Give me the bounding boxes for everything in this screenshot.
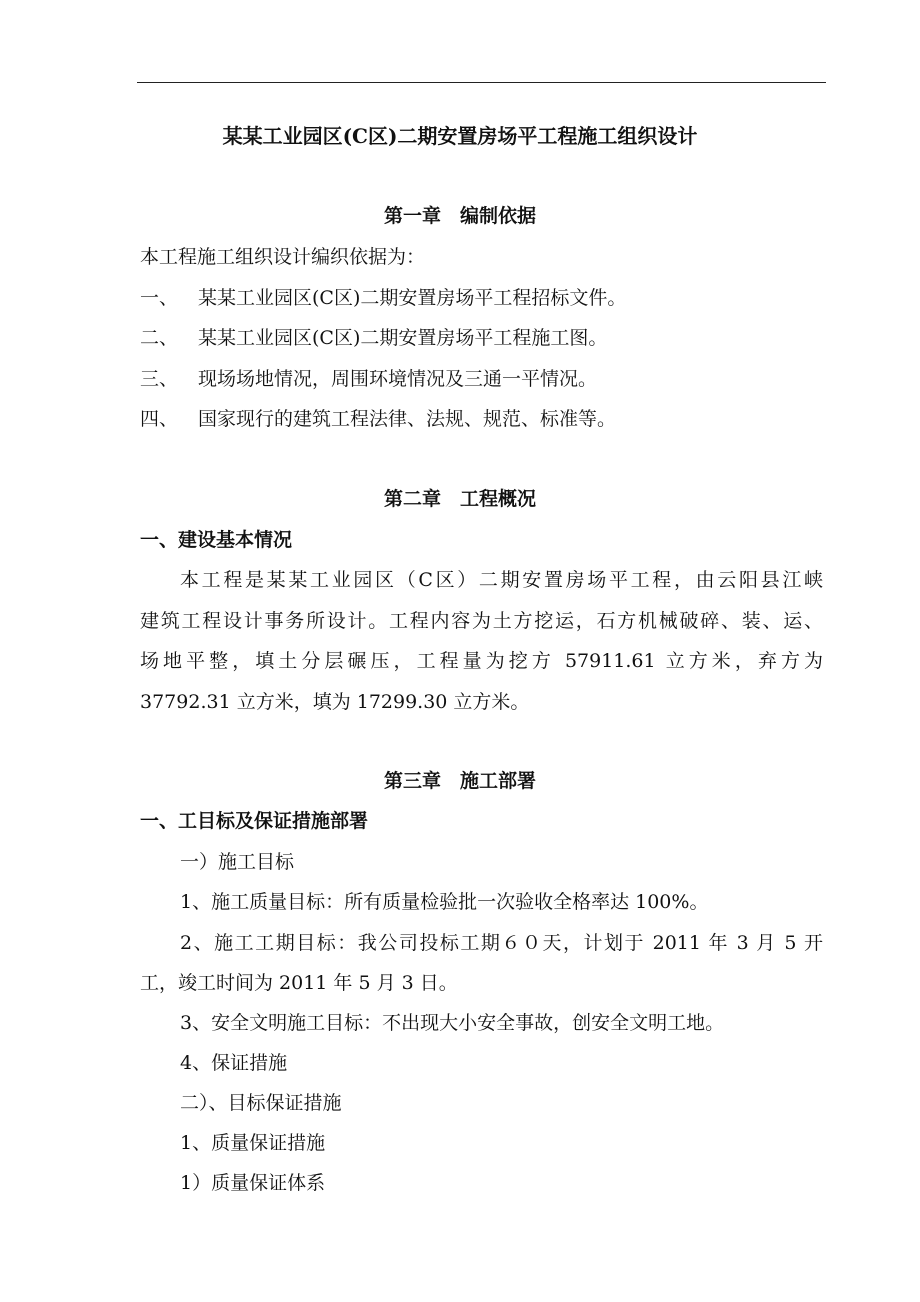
list-item [140,285,626,311]
paragraph-line: 1、质量保证措施 [180,1132,326,1154]
chapter3-section-heading: 一、工目标及保证措施部署 [140,810,369,832]
paragraph-line: 1）质量保证体系 [180,1172,326,1194]
chapter1-title: 第一章 编制依据 [383,205,536,227]
chapter2-section-heading: 一、建设基本情况 [140,529,293,551]
list-item-text: 某某工业园区(C区)二期安置房场平工程施工图。 [198,327,608,349]
header-rule [137,82,826,83]
paragraph-line: 2、施工工期目标：我公司投标工期６０天，计划于 2011 年 3 月 5 开 [180,932,823,954]
chapter3-title: 第三章 施工部署 [383,770,536,792]
list-item-text: 国家现行的建筑工程法律、法规、规范、标准等。 [198,408,617,430]
paragraph-line: 本工程是某某工业园区（C区）二期安置房场平工程，由云阳县江峡 [180,569,823,591]
list-item-number: 四、 [140,408,179,430]
chapter2-title: 第二章 工程概况 [383,488,536,510]
list-item-text: 某某工业园区(C区)二期安置房场平工程招标文件。 [198,287,627,309]
list-item [140,406,616,432]
paragraph-line: 3、安全文明施工目标：不出现大小安全事故，创安全文明工地。 [180,1012,725,1034]
paragraph-line: 37792.31 立方米，填为 17299.30 立方米。 [140,691,530,713]
list-item-number: 三、 [140,368,179,390]
list-item [140,325,607,351]
chapter1-intro: 本工程施工组织设计编织依据为： [140,246,426,268]
list-item-text: 现场场地情况，周围环境情况及三通一平情况。 [198,368,598,390]
paragraph-line: 1、施工质量目标：所有质量检验批一次验收全格率达 100%。 [180,891,709,913]
paragraph-line: 场地平整，填土分层碾压，工程量为挖方 57911.61 立方米，弃方为 [140,650,823,672]
list-item-number: 二、 [140,327,179,349]
paragraph-line: 建筑工程设计事务所设计。工程内容为土方挖运，石方机械破碎、装、运、 [140,610,823,632]
paragraph-line: 二）、目标保证措施 [180,1092,342,1114]
list-item-number: 一、 [140,287,179,309]
document-title: 某某工业园区(C区)二期安置房场平工程施工组织设计 [222,124,698,148]
paragraph-line: 工，竣工时间为 2011 年 5 月 3 日。 [140,972,458,994]
paragraph-line: 4、保证措施 [180,1052,288,1074]
list-item [140,366,597,392]
paragraph-line: 一）施工目标 [180,851,295,873]
